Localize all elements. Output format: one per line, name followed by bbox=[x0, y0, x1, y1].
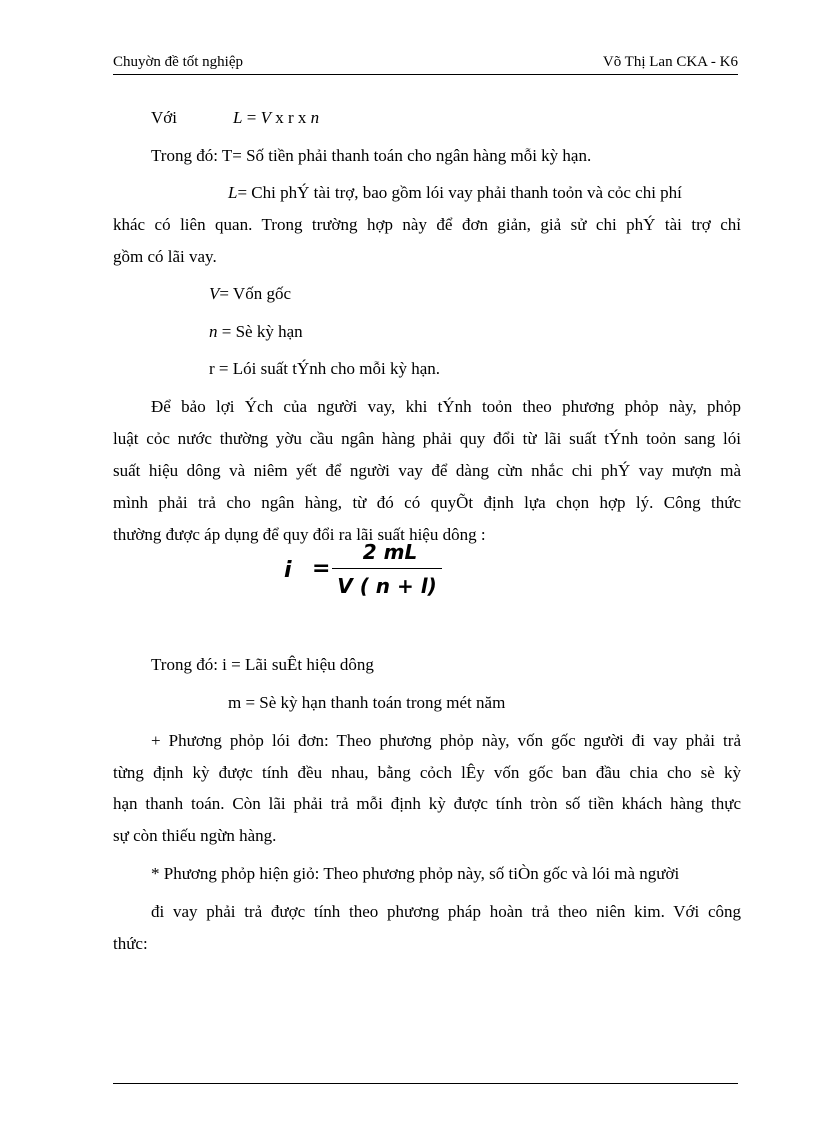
text-line-8: Để bảo lợi Ých của người vay, khi tÝnh toỏn theo phương phỏp này, phỏp bbox=[151, 397, 741, 416]
formula-l-var-v: V bbox=[260, 108, 271, 127]
text-line-19: * Phương phỏp hiện giỏ: Theo phương phỏp này, số tiÒn gốc và lói mà người bbox=[151, 864, 680, 883]
formula-l-eq: = bbox=[242, 108, 261, 127]
text-line-6 bbox=[209, 320, 303, 344]
fraction-bar bbox=[332, 568, 442, 569]
formula-lhs: i bbox=[284, 558, 292, 583]
text-line-5-text: = Vốn gốc bbox=[219, 284, 291, 303]
text-line-12: thường được áp dụng để quy đổi ra lãi suất hiệu dông : bbox=[113, 525, 486, 544]
text-line-4: gồm có lãi vay. bbox=[113, 247, 217, 266]
text-line-7: r = Lói suất tÝnh cho mỗi kỳ hạn. bbox=[209, 359, 441, 378]
footer-rule bbox=[113, 1083, 738, 1084]
text-line-13: Trong đó: i = Lãi suÊt hiệu dông bbox=[151, 655, 374, 674]
formula-equals: = bbox=[312, 556, 331, 581]
formula-denominator: V ( n + l) bbox=[337, 574, 437, 598]
page-header bbox=[113, 52, 738, 75]
text-line-16: từng định kỳ được tính đều nhau, bằng cỏch lÊy vốn gốc ban đầu chia cho sè kỳ bbox=[113, 763, 741, 782]
text-line-21: thức: bbox=[113, 934, 148, 953]
text-line-10: suất hiệu dông và niêm yết để người vay để dàng cừn nhắc chi phÝ vay mượn mà bbox=[113, 461, 741, 480]
text-line-5-var: V bbox=[209, 284, 220, 303]
text-line-14: m = Sè kỳ hạn thanh toán trong mét năm bbox=[228, 693, 506, 712]
text-line-6-var: n bbox=[209, 322, 218, 341]
text-line-2 bbox=[228, 181, 682, 205]
text-line-15: + Phương phỏp lói đơn: Theo phương phỏp này, vốn gốc người đi vay phải trả bbox=[151, 731, 741, 750]
text-line-11: mình phải trả cho ngân hàng, từ đó có quyÕt định lựa chọn hợp lý. Công thức bbox=[113, 493, 741, 512]
text-line-5 bbox=[209, 282, 291, 306]
formula-l-rest: x r x bbox=[270, 108, 311, 127]
formula-numerator: 2 mL bbox=[362, 540, 418, 564]
formula-l-line bbox=[151, 106, 319, 130]
text-line-20: đi vay phải trả được tính theo phương pháp hoàn trả theo niên kim. Với công bbox=[151, 902, 741, 921]
header-right-text: Võ Thị Lan CKA - K6 bbox=[602, 54, 738, 70]
formula-l-prefix: Với bbox=[151, 108, 177, 127]
effective-rate-formula bbox=[280, 540, 450, 610]
formula-l-var-l: L bbox=[233, 108, 243, 127]
formula-l-var-n: n bbox=[310, 108, 320, 127]
text-line-2-var: L bbox=[228, 183, 238, 202]
text-line-9: luật cỏc nước thường yờu cầu ngân hàng phải quy đổi từ lãi suất tÝnh toỏn sang lói bbox=[113, 429, 741, 448]
text-line-3: khác có liên quan. Trong trường hợp này để đơn giản, giả sử chi phÝ tài trợ chỉ bbox=[113, 215, 741, 234]
text-line-6-text: = Sè kỳ hạn bbox=[217, 322, 303, 341]
text-line-17: hạn thanh toán. Còn lãi phải trả mỗi định kỳ được tính tròn số tiền khách hàng thực bbox=[113, 794, 741, 813]
header-left-text: Chuyờn đề tốt nghiệp bbox=[113, 54, 244, 70]
text-line-2-text: = Chi phÝ tài trợ, bao gồm lói vay phải thanh toỏn và cỏc chi phí bbox=[237, 183, 682, 202]
text-line-1: Trong đó: T= Số tiền phải thanh toán cho ngân hàng mỗi kỳ hạn. bbox=[151, 146, 592, 165]
text-line-18: sự còn thiếu ngừn hàng. bbox=[113, 826, 277, 845]
